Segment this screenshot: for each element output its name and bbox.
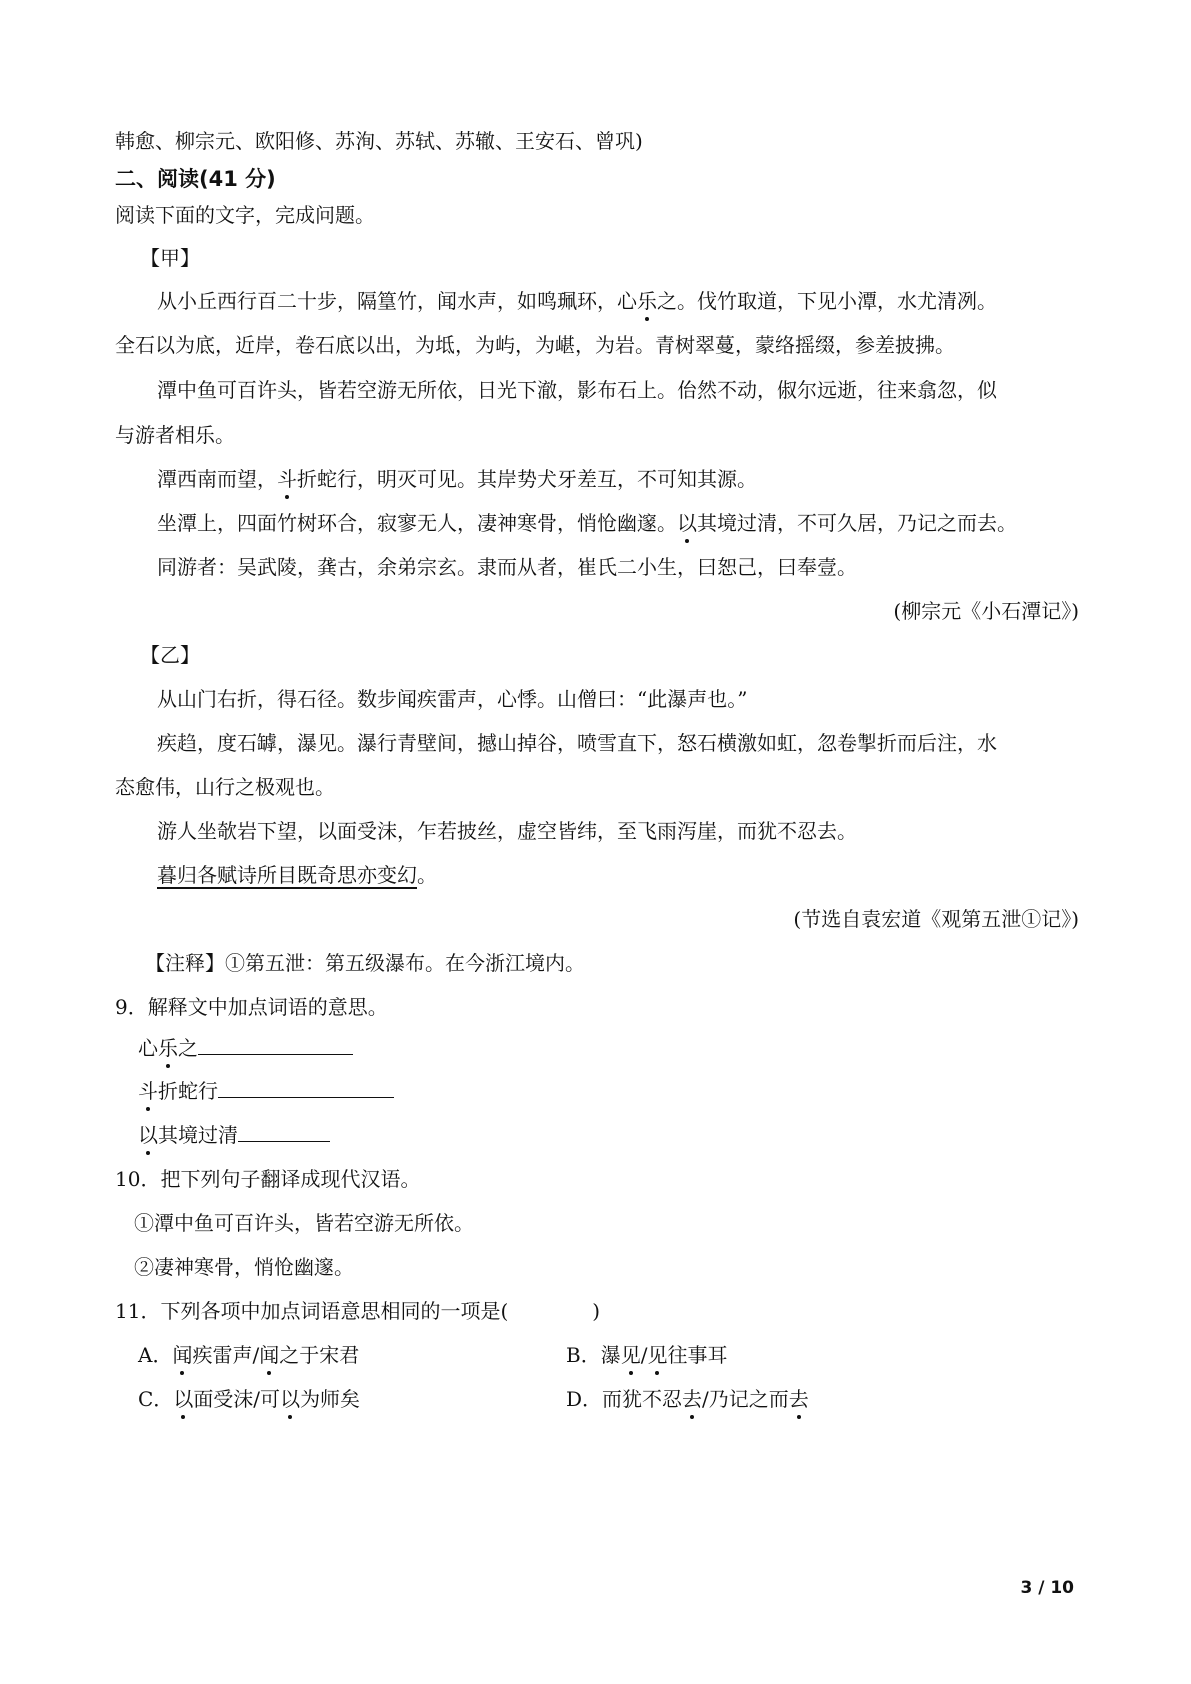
option-label: C． <box>138 1387 174 1411</box>
dotted-word: 乐 <box>637 289 657 313</box>
question-10-sentence: ②凄神寒骨，悄怆幽邃。 <box>134 1255 354 1279</box>
question-9-item <box>138 1034 353 1062</box>
text-span: 瀑 <box>600 1343 621 1367</box>
passage-jia-source: (柳宗元《小石潭记》) <box>893 599 1079 623</box>
option-label: A． <box>138 1343 173 1367</box>
text-span: 其境过清，不可久居，乃记之而去。 <box>697 511 1017 535</box>
passage-yi-source: (节选自袁宏道《观第五泄①记》) <box>793 907 1079 931</box>
dotted-word: 以 <box>138 1123 158 1147</box>
passage-yi-line: 游人坐欹岩下望，以面受沫，乍若披丝，虚空皆纬，至飞雨泻崖，而犹不忍去。 <box>157 819 857 843</box>
passage-jia-line: 全石以为底，近岸，卷石底以出，为坻，为屿，为嵁，为岩。青树翠蔓，蒙络摇缀，参差披拂。 <box>115 333 955 357</box>
question-9-item <box>138 1077 394 1105</box>
text-span: 折蛇行，明灭可见。其岸势犬牙差互，不可知其源。 <box>297 467 757 491</box>
dotted-word: 见 <box>620 1343 641 1367</box>
question-10-sentence: ①潭中鱼可百许头，皆若空游无所依。 <box>134 1211 474 1235</box>
text-span: 为师矣 <box>300 1387 361 1411</box>
dotted-word: 斗 <box>138 1079 158 1103</box>
page-number: 3 / 10 <box>1020 1578 1074 1598</box>
passage-yi-line: 态愈伟，山行之极观也。 <box>115 775 335 799</box>
passage-jia-line <box>157 509 1017 537</box>
dotted-word: 以 <box>280 1387 301 1411</box>
annotation-note: 【注释】①第五泄：第五级瀑布。在今浙江境内。 <box>145 951 585 975</box>
passage-yi-line: 疾趋，度石罅，瀑见。瀑行青壁间，撼山掉谷，喷雪直下，怒石横激如虹，忽卷掣折而后注，水 <box>157 731 997 755</box>
question-9-item <box>138 1121 330 1149</box>
text-span: 潭西南而望， <box>157 467 277 491</box>
text-span: 而犹不忍 <box>602 1387 683 1411</box>
passage-jia-line: 同游者：吴武陵，龚古，余弟宗玄。隶而从者，崔氏二小生，曰恕己，曰奉壹。 <box>157 555 857 579</box>
text-span: 之于宋君 <box>279 1343 360 1367</box>
option-label: D． <box>566 1387 603 1411</box>
option-label: B． <box>566 1343 601 1367</box>
instruction: 阅读下面的文字，完成问题。 <box>115 203 375 227</box>
text-span: /乃记之而 <box>702 1387 789 1411</box>
answer-blank[interactable] <box>198 1034 353 1055</box>
text-span: 心 <box>138 1036 158 1060</box>
text-span: 往事耳 <box>667 1343 728 1367</box>
text-span: 折蛇行 <box>158 1079 218 1103</box>
passage-yi-label: 【乙】 <box>140 643 200 667</box>
dotted-word: 以 <box>173 1387 194 1411</box>
option-c[interactable] <box>138 1385 360 1413</box>
dotted-word: 见 <box>647 1343 668 1367</box>
dotted-word: 以 <box>677 511 697 535</box>
option-d[interactable] <box>566 1385 809 1413</box>
text-span: ) <box>592 1299 601 1323</box>
dotted-word: 闻 <box>172 1343 193 1367</box>
passage-jia-line: 与游者相乐。 <box>115 423 235 447</box>
text-span: 其境过清 <box>158 1123 238 1147</box>
underlined-sentence: 暮归各赋诗所目既奇思亦变幻 <box>157 863 417 887</box>
passage-yi-line <box>157 861 437 889</box>
question-9-stem: 9．解释文中加点词语的意思。 <box>115 995 388 1019</box>
passage-jia-line: 潭中鱼可百许头，皆若空游无所依，日光下澈，影布石上。佁然不动，俶尔远逝，往来翕忽，似 <box>157 378 997 402</box>
continued-line: 韩愈、柳宗元、欧阳修、苏洵、苏轼、苏辙、王安石、曾巩) <box>115 129 643 153</box>
text-span: 11．下列各项中加点词语意思相同的一项是( <box>115 1299 509 1323</box>
dotted-word: 闻 <box>259 1343 280 1367</box>
answer-blank[interactable] <box>238 1121 330 1142</box>
dotted-word: 去 <box>682 1387 703 1411</box>
text-span: 之。伐竹取道，下见小潭，水尤清冽。 <box>657 289 997 313</box>
text-span: 疾雷声/ <box>192 1343 260 1367</box>
text-span: 坐潭上，四面竹树环合，寂寥无人，凄神寒骨，悄怆幽邃。 <box>157 511 677 535</box>
question-11-stem <box>115 1297 600 1325</box>
answer-blank[interactable] <box>218 1077 394 1098</box>
dotted-word: 去 <box>788 1387 809 1411</box>
text-span: 面受沫/可 <box>193 1387 281 1411</box>
dotted-word: 斗 <box>277 467 297 491</box>
passage-jia-label: 【甲】 <box>140 246 200 270</box>
passage-jia-line <box>157 287 997 315</box>
text-span: 从小丘西行百二十步，隔篁竹，闻水声，如鸣珮环，心 <box>157 289 637 313</box>
dotted-word: 乐 <box>158 1036 178 1060</box>
text-span: / <box>640 1343 648 1367</box>
section-title: 二、阅读(41 分) <box>115 167 276 191</box>
passage-yi-line: 从山门右折，得石径。数步闻疾雷声，心悸。山僧曰：“此瀑声也。” <box>157 687 748 711</box>
text-span: 之 <box>178 1036 198 1060</box>
option-b[interactable] <box>566 1341 727 1369</box>
passage-jia-line <box>157 465 757 493</box>
option-a[interactable] <box>138 1341 359 1369</box>
question-10-stem: 10．把下列句子翻译成现代汉语。 <box>115 1167 421 1191</box>
text-span: 。 <box>417 863 437 887</box>
